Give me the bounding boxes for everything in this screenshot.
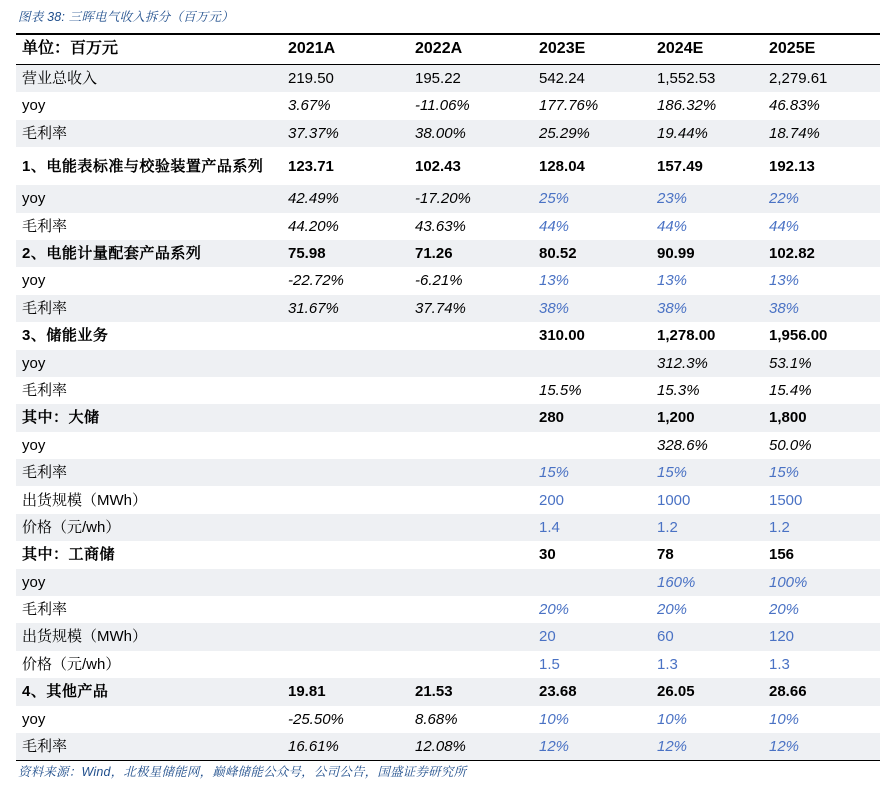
value-cell: 8.68%: [415, 710, 458, 728]
row-label: yoy: [16, 569, 282, 596]
value-cell: [409, 623, 533, 650]
value-cell: [282, 432, 409, 459]
value-cell: 38.00%: [409, 120, 533, 147]
row-label: 2、电能计量配套产品系列: [16, 240, 282, 267]
value-cell: 100%: [763, 569, 880, 596]
table-row: [16, 569, 880, 596]
value-cell: 25.29%: [533, 120, 651, 147]
table-row: [16, 514, 880, 541]
table-row: [16, 350, 880, 377]
value-cell: [282, 459, 409, 486]
value-cell: [409, 404, 533, 431]
value-cell: [409, 350, 533, 377]
value-cell: [409, 486, 533, 513]
value-cell: 310.00: [539, 327, 585, 345]
value-cell: 20%: [769, 601, 800, 619]
value-cell: 1.2: [763, 514, 880, 541]
value-cell: [282, 651, 409, 678]
table-row: [16, 486, 880, 513]
value-cell: 13%: [769, 272, 800, 290]
value-cell: 15%: [533, 459, 651, 486]
value-cell: 13%: [657, 272, 688, 290]
value-cell: 192.13: [769, 157, 815, 175]
value-cell: 219.50: [282, 65, 409, 93]
value-cell: 1.5: [539, 655, 560, 673]
value-cell: [533, 569, 651, 596]
row-label: 价格（元/wh）: [22, 655, 121, 673]
value-cell: 53.1%: [763, 350, 880, 377]
value-cell: 1000: [657, 491, 691, 509]
value-cell: 195.22: [409, 65, 533, 93]
source-note: 资料来源：Wind，北极星储能网，巅峰储能公众号，公司公告，国盛证券研究所: [18, 765, 467, 779]
row-label: 其中：大储: [16, 404, 282, 431]
figure-caption: 图表 38: 三晖电气收入拆分（百万元）: [18, 10, 234, 24]
value-cell: 80.52: [533, 240, 651, 267]
value-cell: 1,956.00: [769, 327, 828, 345]
year-header: 2022A: [409, 34, 533, 65]
value-cell: 1,200: [651, 404, 763, 431]
value-cell: 10%: [769, 710, 800, 728]
row-label: 3、储能业务: [22, 327, 109, 345]
value-cell: 44%: [769, 217, 800, 235]
value-cell: [409, 569, 533, 596]
value-cell: 10%: [539, 710, 570, 728]
value-cell: 19.44%: [651, 120, 763, 147]
value-cell: 542.24: [533, 65, 651, 93]
value-cell: 1.3: [657, 655, 678, 673]
value-cell: [409, 514, 533, 541]
value-cell: [282, 541, 409, 568]
table-row: [16, 651, 880, 678]
value-cell: 20%: [657, 601, 688, 619]
value-cell: 78: [657, 546, 674, 564]
value-cell: 160%: [651, 569, 763, 596]
table-row: [16, 213, 880, 240]
value-cell: 1,278.00: [657, 327, 716, 345]
table-row: [16, 120, 880, 147]
table-row: [16, 147, 880, 185]
value-cell: 15%: [763, 459, 880, 486]
value-cell: 50.0%: [769, 436, 812, 454]
table-row: [16, 65, 880, 93]
value-cell: [533, 350, 651, 377]
value-cell: -6.21%: [415, 272, 463, 290]
value-cell: 16.61%: [282, 733, 409, 761]
table-row: [16, 432, 880, 459]
value-cell: -25.50%: [288, 710, 344, 728]
row-label: 价格（元/wh）: [16, 514, 282, 541]
value-cell: 312.3%: [651, 350, 763, 377]
row-label: 出货规模（MWh）: [16, 623, 282, 650]
value-cell: 37.74%: [409, 295, 533, 322]
value-cell: 12%: [651, 733, 763, 761]
value-cell: 18.74%: [763, 120, 880, 147]
value-cell: 12%: [533, 733, 651, 761]
table-row: [16, 678, 880, 705]
value-cell: 102.43: [415, 157, 461, 175]
year-header: 2021A: [282, 34, 409, 65]
value-cell: 15.4%: [769, 381, 812, 399]
table-row: [16, 322, 880, 349]
value-cell: [282, 404, 409, 431]
value-cell: [282, 377, 409, 404]
value-cell: -11.06%: [415, 97, 470, 115]
value-cell: 1500: [769, 491, 803, 509]
value-cell: 1.2: [651, 514, 763, 541]
value-cell: [282, 350, 409, 377]
value-cell: 42.49%: [282, 185, 409, 212]
row-label: 毛利率: [22, 217, 68, 235]
year-header: 2025E: [763, 34, 880, 65]
value-cell: 21.53: [409, 678, 533, 705]
value-cell: 75.98: [282, 240, 409, 267]
value-cell: 15%: [651, 459, 763, 486]
value-cell: 43.63%: [415, 217, 466, 235]
value-cell: 19.81: [282, 678, 409, 705]
value-cell: 71.26: [409, 240, 533, 267]
value-cell: -22.72%: [288, 272, 344, 290]
value-cell: 15.3%: [657, 381, 700, 399]
row-label: 其中：工商储: [22, 546, 116, 564]
value-cell: 15.5%: [539, 381, 582, 399]
value-cell: 90.99: [651, 240, 763, 267]
row-label: 毛利率: [16, 459, 282, 486]
value-cell: 23%: [651, 185, 763, 212]
value-cell: 12%: [763, 733, 880, 761]
value-cell: [533, 432, 651, 459]
value-cell: 23.68: [533, 678, 651, 705]
row-label: 毛利率: [22, 601, 68, 619]
table-row: [16, 377, 880, 404]
revenue-breakdown-table: [16, 33, 880, 761]
value-cell: [409, 432, 533, 459]
value-cell: 46.83%: [769, 97, 820, 115]
value-cell: [282, 596, 409, 623]
value-cell: [409, 459, 533, 486]
value-cell: 1,800: [763, 404, 880, 431]
value-cell: 3.67%: [288, 97, 331, 115]
year-header: 2024E: [651, 34, 763, 65]
table-row: [16, 706, 880, 733]
row-label: yoy: [16, 185, 282, 212]
value-cell: 37.37%: [282, 120, 409, 147]
table-row: [16, 240, 880, 267]
value-cell: 123.71: [288, 157, 334, 175]
table-row: [16, 267, 880, 294]
value-cell: 200: [539, 491, 565, 509]
row-label: yoy: [16, 350, 282, 377]
value-cell: 1.3: [769, 655, 790, 673]
table-row: [16, 623, 880, 650]
value-cell: 30: [539, 546, 556, 564]
row-label: 营业总收入: [16, 65, 282, 93]
value-cell: 120: [763, 623, 880, 650]
value-cell: 20: [533, 623, 651, 650]
row-label: yoy: [22, 97, 46, 115]
table-row: [16, 185, 880, 212]
value-cell: 38%: [651, 295, 763, 322]
value-cell: 31.67%: [282, 295, 409, 322]
value-cell: 25%: [533, 185, 651, 212]
table-row: [16, 459, 880, 486]
value-cell: 177.76%: [539, 97, 599, 115]
value-cell: 1.4: [533, 514, 651, 541]
value-cell: 13%: [539, 272, 570, 290]
value-cell: 60: [651, 623, 763, 650]
table-header-row: [16, 34, 880, 65]
value-cell: [282, 514, 409, 541]
value-cell: 44%: [657, 217, 688, 235]
value-cell: [282, 569, 409, 596]
value-cell: [282, 486, 409, 513]
value-cell: 128.04: [539, 157, 585, 175]
value-cell: 1,552.53: [651, 65, 763, 93]
value-cell: 28.66: [763, 678, 880, 705]
value-cell: 44%: [539, 217, 570, 235]
value-cell: [409, 322, 533, 349]
value-cell: [282, 623, 409, 650]
row-label: yoy: [22, 272, 46, 290]
value-cell: [409, 541, 533, 568]
value-cell: 20%: [539, 601, 570, 619]
value-cell: 10%: [657, 710, 688, 728]
value-cell: [409, 377, 533, 404]
row-label: 毛利率: [16, 295, 282, 322]
row-label: 4、其他产品: [16, 678, 282, 705]
table-row: [16, 541, 880, 568]
table-row: [16, 733, 880, 761]
row-label: 1、电能表标准与校验装置产品系列: [22, 157, 264, 175]
value-cell: 102.82: [763, 240, 880, 267]
value-cell: 12.08%: [409, 733, 533, 761]
value-cell: 186.32%: [657, 97, 717, 115]
value-cell: 38%: [763, 295, 880, 322]
value-cell: 328.6%: [657, 436, 708, 454]
value-cell: 22%: [763, 185, 880, 212]
value-cell: 280: [533, 404, 651, 431]
table-row: [16, 295, 880, 322]
value-cell: [409, 651, 533, 678]
table-row: [16, 596, 880, 623]
year-header: 2023E: [533, 34, 651, 65]
value-cell: 44.20%: [288, 217, 339, 235]
value-cell: 2,279.61: [763, 65, 880, 93]
row-label: yoy: [22, 710, 46, 728]
value-cell: -17.20%: [409, 185, 533, 212]
value-cell: 156: [769, 546, 795, 564]
unit-header: 单位：百万元: [16, 34, 282, 65]
value-cell: 26.05: [651, 678, 763, 705]
value-cell: 157.49: [657, 157, 703, 175]
row-label: 毛利率: [22, 381, 68, 399]
value-cell: [409, 596, 533, 623]
row-label: yoy: [22, 436, 46, 454]
table-row: [16, 92, 880, 119]
table-row: [16, 404, 880, 431]
value-cell: 38%: [533, 295, 651, 322]
row-label: 毛利率: [16, 120, 282, 147]
row-label: 出货规模（MWh）: [22, 491, 147, 509]
row-label: 毛利率: [16, 733, 282, 761]
value-cell: [282, 322, 409, 349]
